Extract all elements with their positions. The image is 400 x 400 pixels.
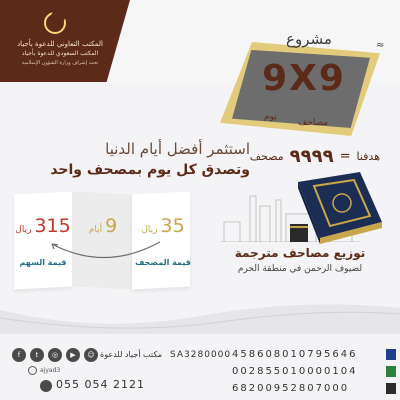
- headline-line2: وتصدق كل يوم بمصحف واحد: [50, 162, 250, 178]
- at-icon: [28, 366, 37, 375]
- emblem-days-label: يوم: [264, 112, 277, 122]
- share-caption: قيمة السهم: [19, 258, 67, 267]
- snapchat-icon[interactable]: ☺: [84, 348, 98, 362]
- equals-mark: ≈: [376, 40, 385, 51]
- office-name: مكتب أجياد للدعوة: [100, 350, 163, 359]
- bank-account-1: 458608010795646: [232, 349, 358, 360]
- days-value: [74, 215, 132, 237]
- mushaf-caption: قيمة المصحف: [135, 258, 191, 267]
- mushaf-unit: ريال: [141, 225, 158, 235]
- goal-unit: مصحف: [249, 149, 284, 163]
- mushaf-number: 35: [160, 215, 185, 237]
- share-number: 315: [34, 215, 71, 237]
- share-value: [14, 215, 72, 237]
- distribution-subtitle: لضيوف الرحمن في منطقة الحرم: [237, 264, 363, 274]
- goal-number: ٩٩٩٩: [289, 145, 334, 167]
- bank-logo-icon: [386, 383, 396, 394]
- youtube-icon[interactable]: ▶: [66, 348, 80, 362]
- twitter-icon[interactable]: t: [30, 348, 44, 362]
- phone-number[interactable]: 055 054 2121: [56, 378, 145, 391]
- goal-equals: =: [339, 148, 351, 164]
- mushaf-value: [134, 215, 192, 237]
- quran-book-icon: [290, 168, 386, 246]
- emblem-mushaf-label: مصاحف: [298, 118, 329, 128]
- bank-logo-icon: [386, 349, 396, 360]
- logo-title: المكتب التعاوني للدعوة بأجياد: [17, 40, 103, 48]
- project-title: مشروع: [286, 30, 332, 48]
- days-number: 9: [105, 215, 118, 237]
- bank-logo-icon: [386, 366, 396, 377]
- logo-subtitle: المكتب السعودي للدعوة بأجياد: [21, 50, 99, 57]
- facebook-icon[interactable]: f: [12, 348, 26, 362]
- iban-prefix: SA3280000: [170, 350, 232, 360]
- bank-account-2: 002855010000104: [232, 366, 358, 377]
- bank-account-3: 68200952807000: [232, 383, 350, 394]
- logo-tagline: تحت إشراف وزارة الشؤون الإسلامية: [21, 60, 99, 66]
- goal-label: هدفنا: [356, 149, 380, 163]
- distribution-title: توزيع مصاحف مترجمة: [234, 246, 366, 260]
- social-icons: [12, 348, 98, 362]
- instagram-icon[interactable]: ◎: [48, 348, 62, 362]
- days-unit: أيام: [88, 225, 103, 235]
- social-handle[interactable]: ajyad3: [40, 367, 61, 374]
- share-unit: ريال: [15, 225, 32, 235]
- crescent-logo-icon: [44, 12, 66, 34]
- project-emblem: 9X9: [262, 58, 346, 99]
- headline-line1: استثمر أفضل أيام الدنيا: [105, 140, 250, 158]
- phone-icon: [40, 380, 52, 392]
- decorative-wave: [0, 300, 400, 334]
